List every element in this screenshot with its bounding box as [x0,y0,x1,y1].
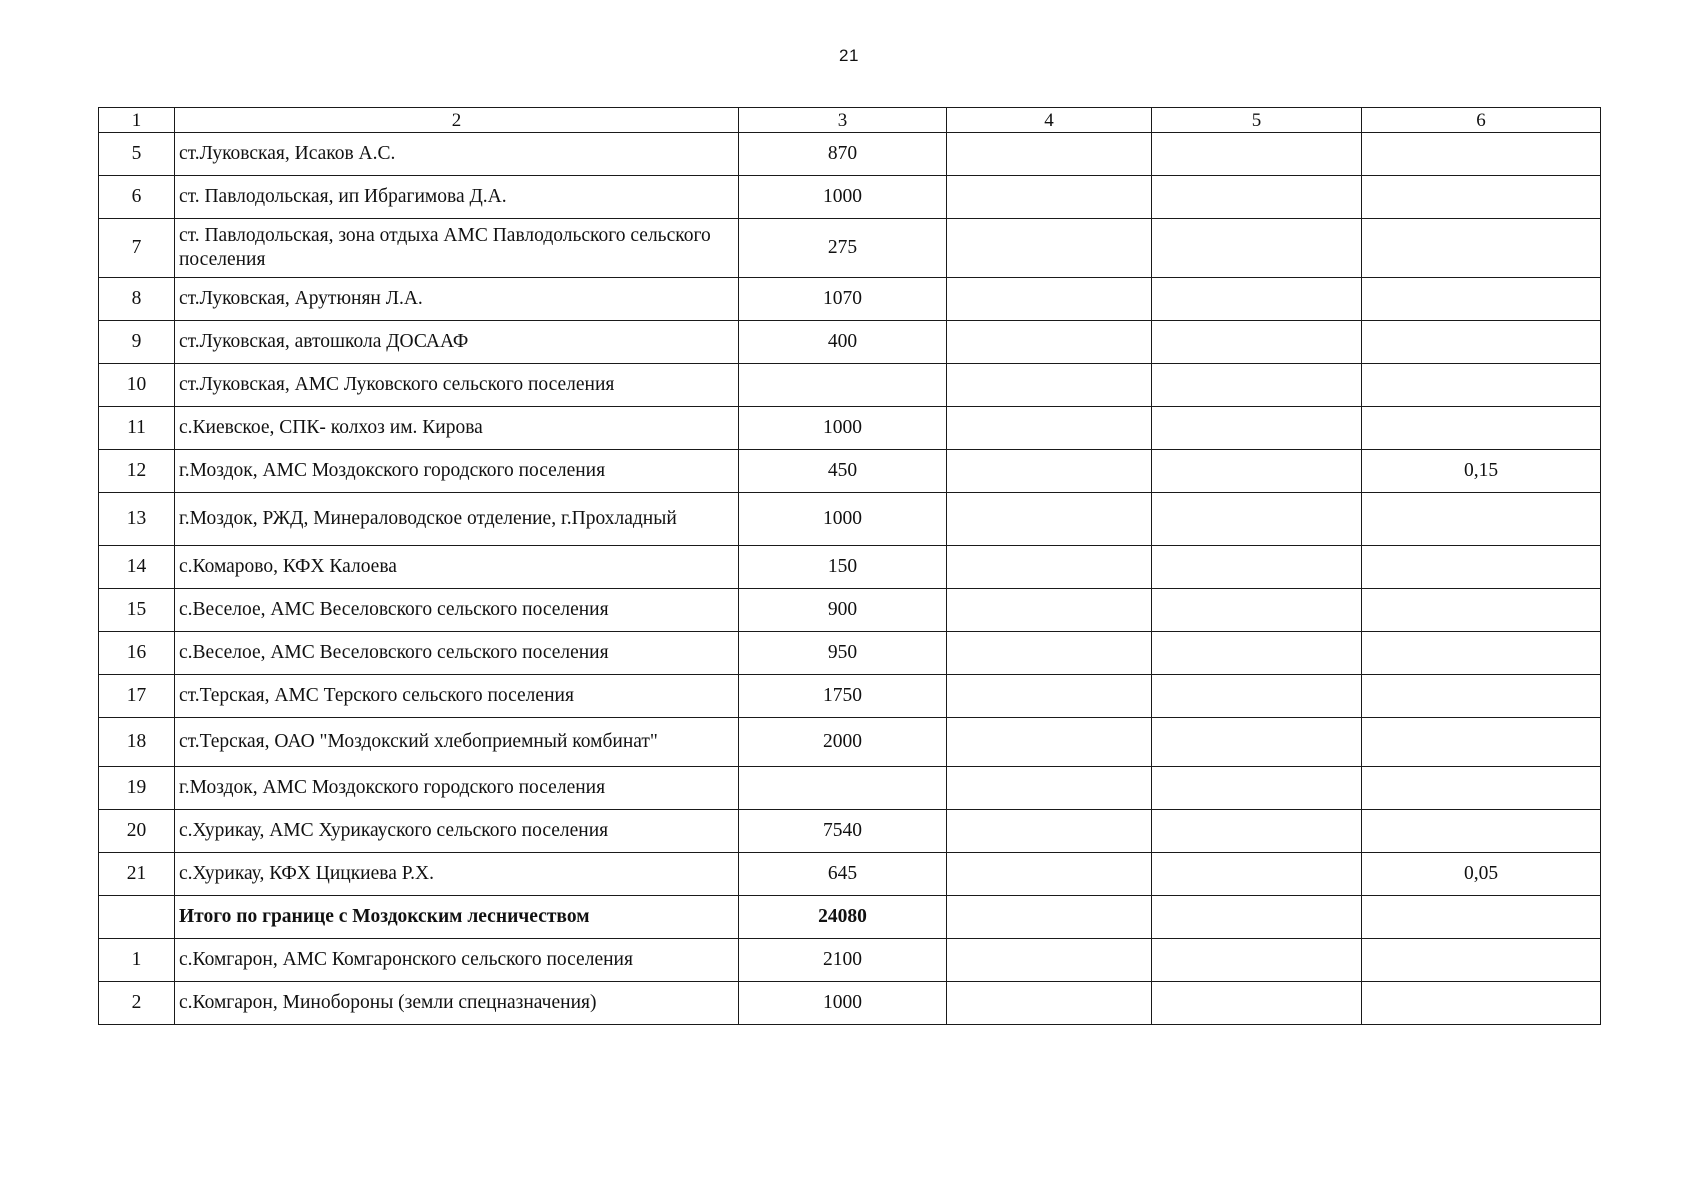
row-col-6 [1362,810,1601,853]
row-col-6 [1362,278,1601,321]
row-col-3: 1750 [739,675,947,718]
row-col-3: 275 [739,219,947,278]
row-name: ст.Луковская, Арутюнян Л.А. [175,278,739,321]
row-number [99,896,175,939]
row-col-6 [1362,896,1601,939]
row-name: с.Киевское, СПК- колхоз им. Кирова [175,407,739,450]
row-col-3: 7540 [739,810,947,853]
row-col-3: 1070 [739,278,947,321]
table-row [99,407,1601,450]
row-col-6 [1362,219,1601,278]
header-col-5: 5 [1152,108,1362,133]
header-col-2: 2 [175,108,739,133]
row-col-3: 870 [739,133,947,176]
row-name: ст.Терская, АМС Терского сельского поселения [175,675,739,718]
row-col-5 [1152,810,1362,853]
row-col-3: 450 [739,450,947,493]
row-number: 13 [99,493,175,546]
row-col-4 [947,278,1152,321]
row-number: 14 [99,546,175,589]
row-name: ст.Терская, ОАО "Моздокский хлебоприемный комбинат" [175,718,739,767]
row-col-4 [947,589,1152,632]
row-name: г.Моздок, АМС Моздокского городского поселения [175,450,739,493]
table-header-row [99,108,1601,133]
row-col-4 [947,176,1152,219]
row-number: 11 [99,407,175,450]
table-row [99,321,1601,364]
row-col-4 [947,133,1152,176]
header-col-6: 6 [1362,108,1601,133]
row-col-5 [1152,133,1362,176]
row-col-6: 0,15 [1362,450,1601,493]
row-name: г.Моздок, РЖД, Минераловодское отделение, г.Прохладный [175,493,739,546]
row-col-3: 1000 [739,982,947,1025]
row-col-6 [1362,767,1601,810]
row-col-3 [739,364,947,407]
row-col-3: 645 [739,853,947,896]
row-col-4 [947,632,1152,675]
row-name: с.Комарово, КФХ Калоева [175,546,739,589]
row-col-5 [1152,939,1362,982]
row-col-4 [947,407,1152,450]
table-row [99,546,1601,589]
table-row [99,939,1601,982]
row-col-5 [1152,589,1362,632]
row-number: 5 [99,133,175,176]
page-number: 21 [839,46,859,65]
row-col-3: 400 [739,321,947,364]
row-name: г.Моздок, АМС Моздокского городского поселения [175,767,739,810]
row-col-4 [947,321,1152,364]
row-number: 17 [99,675,175,718]
data-table [98,107,1601,1025]
row-col-4 [947,767,1152,810]
row-col-4 [947,810,1152,853]
table-row [99,853,1601,896]
row-number: 6 [99,176,175,219]
table-row [99,767,1601,810]
row-number: 21 [99,853,175,896]
row-col-6 [1362,675,1601,718]
row-col-5 [1152,278,1362,321]
table-row [99,589,1601,632]
row-name: ст.Луковская, Исаков А.С. [175,133,739,176]
table-row [99,632,1601,675]
row-col-6 [1362,589,1601,632]
row-col-5 [1152,718,1362,767]
row-col-6 [1362,176,1601,219]
row-col-4 [947,853,1152,896]
row-name: с.Веселое, АМС Веселовского сельского поселения [175,589,739,632]
row-col-6 [1362,321,1601,364]
table-row [99,493,1601,546]
row-name: Итого по границе с Моздокским лесничеством [175,896,739,939]
row-col-5 [1152,219,1362,278]
row-col-6 [1362,133,1601,176]
table-row [99,982,1601,1025]
table-row [99,219,1601,278]
row-col-6 [1362,407,1601,450]
table-row-total [99,896,1601,939]
row-col-5 [1152,364,1362,407]
row-col-6 [1362,364,1601,407]
row-col-4 [947,718,1152,767]
row-col-5 [1152,675,1362,718]
row-number: 8 [99,278,175,321]
row-col-5 [1152,982,1362,1025]
row-name: ст.Луковская, АМС Луковского сельского поселения [175,364,739,407]
table-row [99,364,1601,407]
row-col-5 [1152,450,1362,493]
table-row [99,450,1601,493]
row-col-3: 1000 [739,407,947,450]
header-col-4: 4 [947,108,1152,133]
table-row [99,133,1601,176]
header-col-3: 3 [739,108,947,133]
row-col-4 [947,896,1152,939]
row-col-6 [1362,546,1601,589]
row-col-3: 2000 [739,718,947,767]
table-row [99,810,1601,853]
row-col-6 [1362,493,1601,546]
row-number: 9 [99,321,175,364]
row-name: с.Комгарон, АМС Комгаронского сельского поселения [175,939,739,982]
row-col-5 [1152,493,1362,546]
row-name: с.Комгарон, Минобороны (земли спецназначения) [175,982,739,1025]
row-name: с.Хурикау, КФХ Цицкиева Р.Х. [175,853,739,896]
row-name: ст. Павлодольская, ип Ибрагимова Д.А. [175,176,739,219]
row-col-5 [1152,407,1362,450]
row-number: 1 [99,939,175,982]
row-col-5 [1152,321,1362,364]
table-row [99,176,1601,219]
row-number: 18 [99,718,175,767]
row-col-3: 950 [739,632,947,675]
row-number: 12 [99,450,175,493]
row-col-4 [947,546,1152,589]
row-col-5 [1152,767,1362,810]
row-col-6 [1362,718,1601,767]
row-col-5 [1152,632,1362,675]
row-number: 16 [99,632,175,675]
row-number: 2 [99,982,175,1025]
row-name: с.Хурикау, АМС Хурикауского сельского поселения [175,810,739,853]
row-col-3: 1000 [739,176,947,219]
header-col-1: 1 [99,108,175,133]
row-col-4 [947,675,1152,718]
row-col-5 [1152,853,1362,896]
table-row [99,675,1601,718]
table-row [99,718,1601,767]
row-col-4 [947,450,1152,493]
row-col-6 [1362,632,1601,675]
row-col-5 [1152,176,1362,219]
row-col-5 [1152,546,1362,589]
row-col-3: 2100 [739,939,947,982]
row-col-3: 24080 [739,896,947,939]
row-col-5 [1152,896,1362,939]
row-col-4 [947,493,1152,546]
row-col-6 [1362,982,1601,1025]
row-name: с.Веселое, АМС Веселовского сельского поселения [175,632,739,675]
row-number: 19 [99,767,175,810]
row-col-3: 900 [739,589,947,632]
row-col-4 [947,982,1152,1025]
row-col-6 [1362,939,1601,982]
row-col-4 [947,939,1152,982]
row-name: ст.Луковская, автошкола ДОСААФ [175,321,739,364]
row-col-4 [947,219,1152,278]
row-number: 10 [99,364,175,407]
row-col-3: 1000 [739,493,947,546]
table-row [99,278,1601,321]
row-col-6: 0,05 [1362,853,1601,896]
row-number: 15 [99,589,175,632]
row-number: 20 [99,810,175,853]
row-number: 7 [99,219,175,278]
row-col-4 [947,364,1152,407]
row-name: ст. Павлодольская, зона отдыха АМС Павлодольского сельского поселения [175,219,739,278]
row-col-3 [739,767,947,810]
row-col-3: 150 [739,546,947,589]
